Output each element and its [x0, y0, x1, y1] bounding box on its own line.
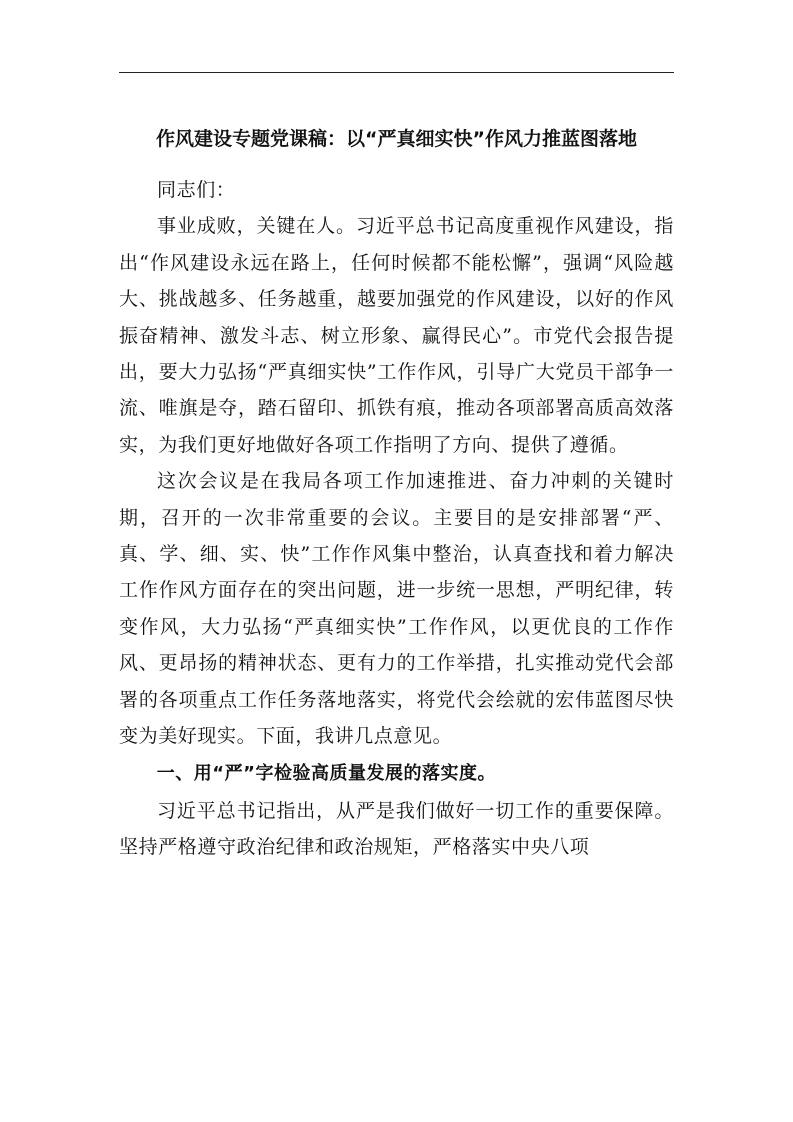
document-content — [119, 124, 674, 865]
document-title: 作风建设专题党课稿：以“严真细实快”作风力推蓝图落地 — [156, 128, 637, 150]
salutation: 同志们： — [157, 179, 236, 201]
document-body — [119, 172, 674, 865]
section-paragraph-1: 习近平总书记指出，从严是我们做好一切工作的重要保障。坚持严格遵守政治纪律和政治规矩，严格落实中央八项 — [119, 799, 674, 858]
header-rule — [119, 72, 674, 73]
body-paragraph-2: 这次会议是在我局各项工作加速推进、奋力冲刺的关键时期，召开的一次非常重要的会议。主要目的是安排部署“严、真、学、细、实、快”工作作风集中整治，认真查找和着力解决工作作风方面存在的突出问题，进一步统一思想，严明纪律，转变作风，大力弘扬“严真细实快”工作作风，以更优良的工作作风、更昂扬的精神状态、更有力的工作举措，扎实推动党代会部署的各项重点工作任务落地落实，将党代会绘就的宏伟蓝图尽快变为美好现实。下面，我讲几点意见。 — [119, 470, 674, 748]
section-heading-1: 一、用“严”字检验高质量发展的落实度。 — [156, 762, 496, 784]
body-paragraph-1: 事业成败，关键在人。习近平总书记高度重视作风建设，指出“作风建设永远在路上，任何时候都不能松懈”，强调“风险越大、挑战越多、任务越重，越要加强党的作风建设，以好的作风振奋精神、激发斗志、树立形象、赢得民心”。市党代会报告提出，要大力弘扬“严真细实快”工作作风，引导广大党员干部争一流、唯旗是夺，踏石留印、抓铁有痕，推动各项部署高质高效落实，为我们更好地做好各项工作指明了方向、提供了遵循。 — [119, 215, 674, 456]
